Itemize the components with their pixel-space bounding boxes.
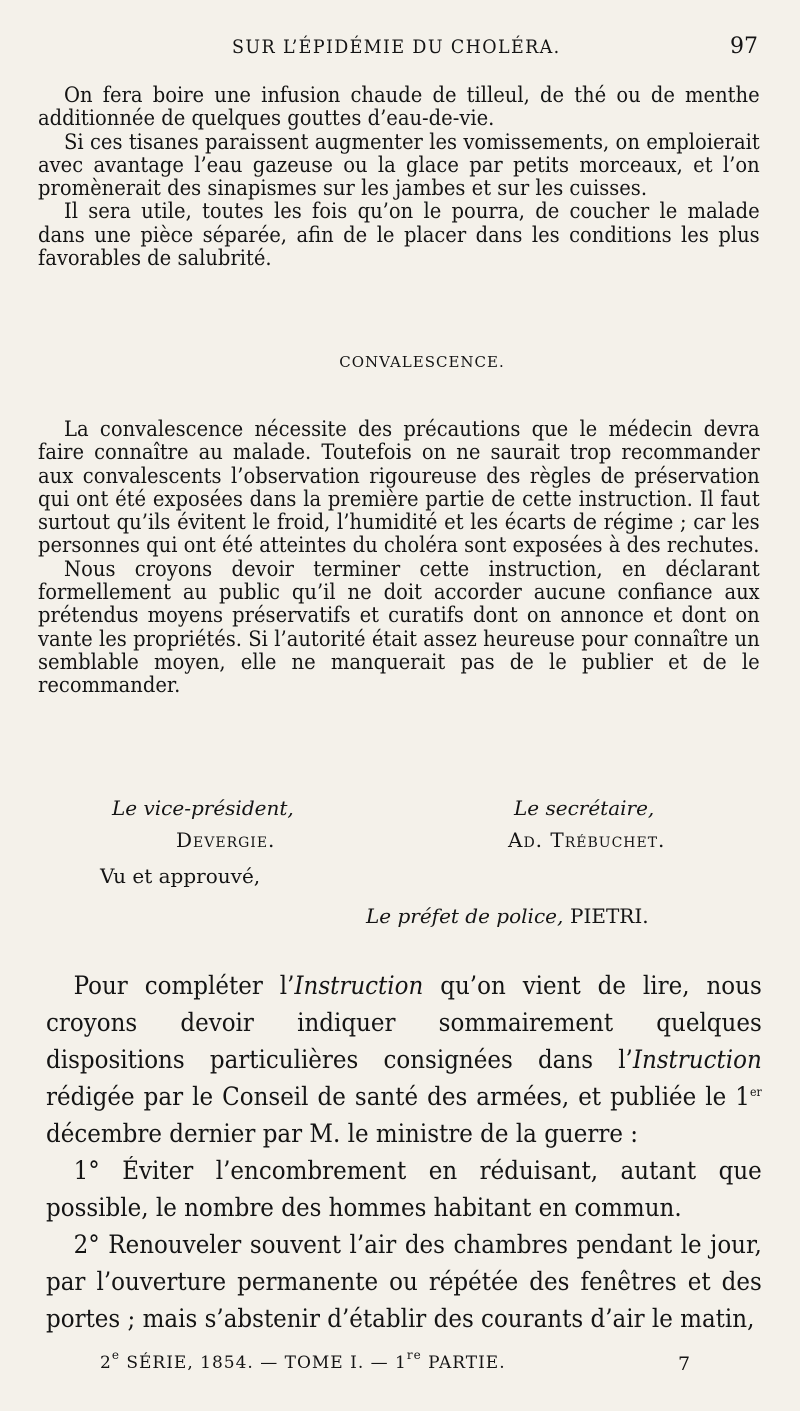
convalescence-paragraphs — [38, 418, 760, 698]
paragraph-army-instruction: Pour compléter l’Instruction qu’on vient de lire, nous croyons devoir indiquer sommairement quelques dispositions particulières consignées dans l’Instruction rédigée par le Conseil de santé des armées, et publiée le 1er décembre dernier par M. le ministre de la guerre : — [46, 971, 762, 1148]
paragraph-isolation: Il sera utile, toutes les fois qu’on le pourra, de coucher le malade dans une pièce séparée, afin de le placer dans les conditions les plus favorables de salubrité. — [38, 199, 760, 271]
signature-titles — [0, 796, 800, 822]
page-number: 97 — [730, 34, 758, 59]
list-item-1: 1° Éviter l’encombrement en réduisant, autant que possible, le nombre des hommes habitant en commun. — [46, 1156, 762, 1222]
approved-text: Vu et approuvé, — [100, 864, 261, 888]
prefect-title: Le préfet de police, — [366, 904, 564, 928]
secretary-name: Ad. Trébuchet. — [508, 828, 666, 852]
paragraph-convalescence: La convalescence nécessite des précautions que le médecin devra faire connaître au malade. Toutefois on ne saurait trop recommander aux convalescents l’observation rigoureuse des règles de préservation qui ont été exposées dans la première partie de cette instruction. Il faut surtout qu’ils évitent le froid, l’humidité et les écarts de régime ; car les personnes qui ont été atteintes du choléra sont exposées à des rechutes. — [38, 417, 760, 558]
sheet-number: 7 — [678, 1353, 691, 1375]
paragraph-conclusion: Nous croyons devoir terminer cette instruction, en déclarant formellement au public qu’il ne doit accorder aucune confiance aux prétendus moyens préservatifs et curatifs dont on annonce et dont on vante les propriétés. Si l’autorité était assez heureuse pour connaître un semblable moyen, elle ne manquerait pas de le publier et de le recommander. — [38, 556, 760, 698]
prefect-name: PIETRI. — [570, 904, 649, 928]
paragraph-tisanes: Si ces tisanes paraissent augmenter les vomissements, on emploierait avec avantage l’eau gazeuse ou la glace par petits morceaux, et l’on promènerait des sinapismes sur les jambes et sur les cuisses. — [38, 129, 760, 201]
prefect-line — [0, 904, 800, 930]
running-head — [0, 36, 800, 66]
vice-president-title: Le vice-président, — [112, 796, 294, 820]
treatment-paragraphs — [38, 84, 760, 270]
vice-president-name: Devergie. — [176, 828, 276, 852]
page-footer — [0, 1348, 800, 1381]
running-title: SUR L’ÉPIDÉMIE DU CHOLÉRA. — [232, 36, 561, 58]
section-heading-convalescence: CONVALESCENCE. — [339, 353, 505, 371]
army-instruction-section — [46, 967, 762, 1337]
printer-signature: 2e SÉRIE, 1854. — TOME I. — 1re PARTIE. — [100, 1348, 506, 1373]
approval-line — [0, 864, 800, 890]
paragraph-infusion: On fera boire une infusion chaude de tilleul, de thé ou de menthe additionnée de quelques gouttes d’eau-de-vie. — [38, 83, 760, 131]
signature-names — [0, 828, 800, 854]
list-item-2: 2° Renouveler souvent l’air des chambres pendant le jour, par l’ouverture permanente ou répétée des fenêtres et des portes ; mais s’abstenir d’établir des courants d’air le matin, — [46, 1230, 762, 1333]
secretary-title: Le secrétaire, — [514, 796, 655, 820]
